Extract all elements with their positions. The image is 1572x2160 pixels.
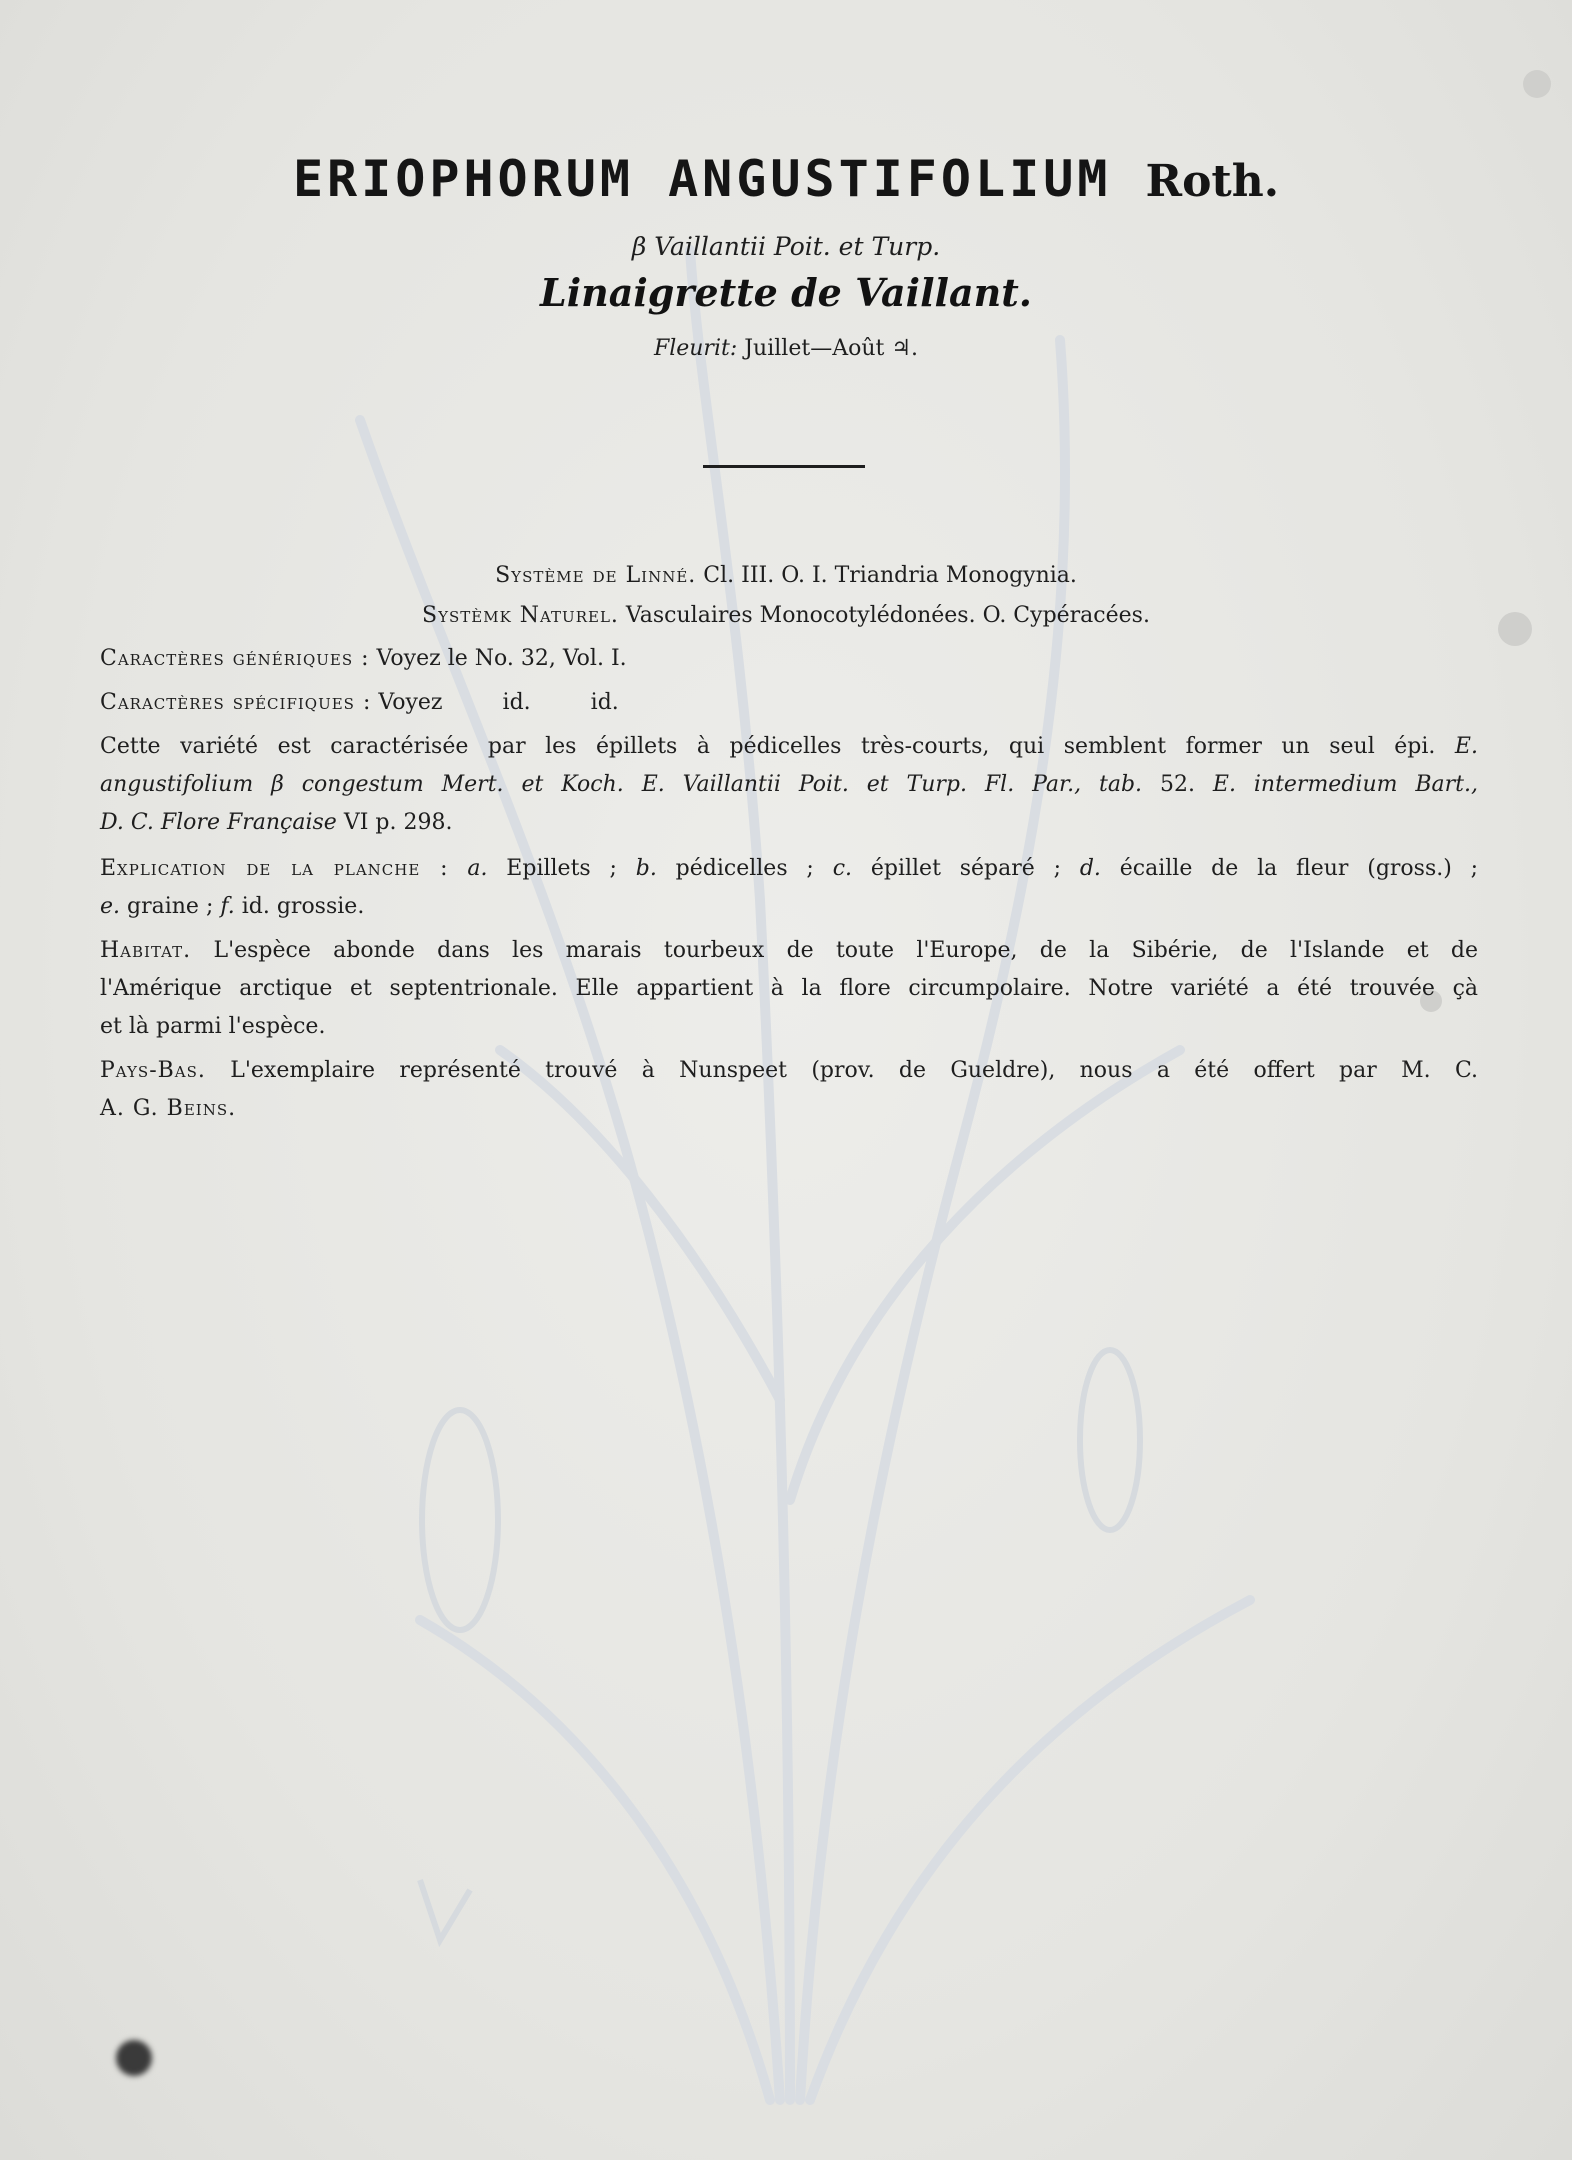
legend-a-text: Epillets ; xyxy=(506,856,617,881)
description-flore: D. C. Flore Française xyxy=(100,810,337,835)
natural-system-line xyxy=(0,603,1572,628)
separator-rule xyxy=(703,465,865,468)
natural-label: Systèmk Naturel. xyxy=(422,603,619,628)
description-line-3 xyxy=(100,810,1478,835)
habitat-label: Habitat. xyxy=(100,938,192,963)
page-speck xyxy=(1523,70,1551,98)
generic-text: Voyez le No. 32, Vol. I. xyxy=(376,646,627,671)
pays-bas-label: Pays-Bas. xyxy=(100,1058,206,1083)
specific-id-1: id. xyxy=(502,690,531,715)
habitat-line-1 xyxy=(100,938,1478,963)
common-name: Linaigrette de Vaillant. xyxy=(539,270,1033,315)
linne-label: Système de Linné. xyxy=(495,563,697,588)
description-line-1 xyxy=(100,734,1478,759)
author-abbrev: Roth. xyxy=(1145,156,1280,207)
explication-line-2 xyxy=(100,894,1478,919)
description-line-2 xyxy=(100,772,1478,797)
legend-b: b. xyxy=(635,856,657,881)
page-speck xyxy=(116,2040,152,2076)
specific-label: Caractères spécifiques : xyxy=(100,690,372,715)
specific-voyez: Voyez xyxy=(378,690,443,715)
flowering-label: Fleurit: xyxy=(653,336,738,361)
description-tab-number: 52. xyxy=(1159,772,1195,797)
genus-species: ERIOPHORUM ANGUSTIFOLIUM xyxy=(292,150,1112,208)
description-synonyms: angustifolium β congestum Mert. et Koch. E. Vaillantii Poit. et Turp. Fl. Par., tab. xyxy=(100,772,1143,797)
flowering-text: Juillet—Août ♃. xyxy=(744,336,919,361)
legend-c: c. xyxy=(832,856,853,881)
legend-f-text: id. grossie. xyxy=(241,894,365,919)
specific-id-2: id. xyxy=(590,690,619,715)
habitat-line-3 xyxy=(100,1014,1478,1039)
generic-label: Caractères génériques : xyxy=(100,646,370,671)
legend-d-text: écaille de la fleur (gross.) ; xyxy=(1119,856,1479,881)
species-title xyxy=(0,150,1572,208)
legend-a: a. xyxy=(467,856,488,881)
legend-b-text: pédicelles ; xyxy=(675,856,814,881)
explication-label: Explication de la planche : xyxy=(100,856,449,881)
legend-e: e. xyxy=(100,894,121,919)
linne-system-line xyxy=(0,563,1572,588)
habitat-text-1: L'espèce abonde dans les marais tourbeux de toute l'Europe, de la Sibérie, de l'Islande et de xyxy=(213,938,1478,963)
pays-bas-line-1 xyxy=(100,1058,1478,1083)
pays-bas-text-2: A. G. Beins. xyxy=(100,1096,237,1121)
pays-bas-text-1: L'exemplaire représenté trouvé à Nunspeet (prov. de Gueldre), nous a été offert par M. C. xyxy=(230,1058,1478,1083)
explication-line-1 xyxy=(100,856,1478,881)
description-italic-1: E. xyxy=(1454,734,1478,759)
legend-f: f. xyxy=(220,894,235,919)
generic-characters-line xyxy=(100,646,1478,671)
legend-e-text: graine ; xyxy=(127,894,214,919)
habitat-line-2 xyxy=(100,976,1478,1001)
linne-text: Cl. III. O. I. Triandria Monogynia. xyxy=(703,563,1077,588)
legend-c-text: épillet séparé ; xyxy=(870,856,1062,881)
specific-characters-line xyxy=(100,690,1478,715)
flowering-line xyxy=(0,336,1572,361)
legend-d: d. xyxy=(1079,856,1101,881)
description-text-1: Cette variété est caractérisée par les épillets à pédicelles très-courts, qui semblent former un seul épi. xyxy=(100,734,1436,759)
habitat-text-3: et là parmi l'espèce. xyxy=(100,1014,326,1039)
natural-text: Vasculaires Monocotylédonées. O. Cypéracées. xyxy=(625,603,1150,628)
description-page-ref: VI p. 298. xyxy=(343,810,453,835)
variety-line: β Vaillantii Poit. et Turp. xyxy=(631,232,941,261)
pays-bas-line-2 xyxy=(100,1096,1478,1121)
description-synonym-bart: E. intermedium Bart., xyxy=(1212,772,1479,797)
habitat-text-2: l'Amérique arctique et septentrionale. Elle appartient à la flore circumpolaire. Notre variété a été trouvée çà xyxy=(100,976,1478,1001)
